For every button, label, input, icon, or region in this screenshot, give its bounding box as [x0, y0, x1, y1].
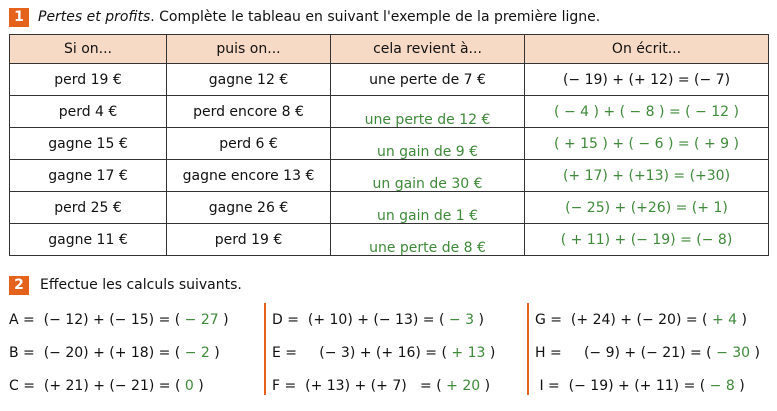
column-divider — [527, 303, 529, 395]
table-row — [10, 192, 769, 224]
calc-d — [272, 312, 484, 328]
calc-answer: + 4 — [707, 312, 742, 328]
exercise-1-number: 1 — [9, 8, 29, 27]
calc-c — [9, 378, 204, 394]
exercise-2-title: Effectue les calculs suivants. — [40, 277, 242, 293]
table-row — [10, 224, 769, 256]
cell-second-action: gagne 12 € — [167, 64, 331, 96]
cell-first-action: gagne 17 € — [10, 160, 167, 192]
table-row — [10, 128, 769, 160]
calc-expression: (− 9) + (− 21) = ( — [561, 345, 712, 361]
calc-expression: (− 3) + (+ 16) = ( — [297, 345, 447, 361]
cell-result — [331, 128, 525, 160]
calc-label: D = — [272, 312, 299, 328]
table-row — [10, 96, 769, 128]
cell-first-action: perd 4 € — [10, 96, 167, 128]
calc-close: ) — [484, 378, 491, 394]
cell-result: une perte de 7 € — [331, 64, 525, 96]
calc-label: G = — [535, 312, 563, 328]
cell-expression: (− 19) + (+ 12) = (− 7) — [525, 64, 769, 96]
cell-second-action: perd encore 8 € — [167, 96, 331, 128]
cell-result — [331, 224, 525, 256]
calc-close: ) — [223, 312, 229, 328]
answer-result: une perte de 8 € — [369, 239, 486, 256]
cell-second-action: perd 19 € — [167, 224, 331, 256]
answer-expression: (+ 17) + (+13) = (+30) — [525, 160, 769, 192]
answer-expression: ( + 11) + (− 19) = (− 8) — [525, 224, 769, 256]
calc-expression: (− 20) + (+ 18) = ( — [34, 345, 181, 361]
table-row — [10, 160, 769, 192]
calc-b — [9, 345, 220, 361]
answer-result: un gain de 30 € — [372, 175, 483, 192]
table-header-row — [10, 35, 769, 64]
calc-h — [535, 345, 760, 361]
calc-close: ) — [741, 312, 747, 328]
calc-answer: − 30 — [711, 345, 755, 361]
calc-label: H = — [535, 345, 562, 361]
cell-first-action: perd 25 € — [10, 192, 167, 224]
cell-result — [331, 160, 525, 192]
calc-expression: (+ 21) + (− 21) = ( — [34, 378, 181, 394]
calc-close: ) — [739, 378, 745, 394]
calc-f — [272, 378, 490, 394]
calc-answer: − 2 — [180, 345, 215, 361]
calc-answer: − 3 — [444, 312, 479, 328]
calc-e — [272, 345, 495, 361]
calc-close: ) — [489, 345, 496, 361]
header-si-on: Si on... — [10, 35, 167, 64]
calc-close: ) — [754, 345, 760, 361]
profit-loss-table — [9, 34, 769, 256]
answer-result: une perte de 12 € — [364, 111, 491, 128]
answer-expression: (− 25) + (+26) = (+ 1) — [525, 192, 769, 224]
exercise-1-title-italic: Pertes et profits — [38, 9, 151, 25]
exercise-1-title — [38, 9, 600, 25]
calc-answer: + 20 — [441, 378, 485, 394]
calc-answer: − 8 — [705, 378, 740, 394]
answer-result: un gain de 9 € — [376, 143, 479, 160]
calc-label: A = — [9, 312, 35, 328]
calc-expression: (− 12) + (− 15) = ( — [34, 312, 181, 328]
calc-label: I = — [535, 378, 560, 394]
calc-expression: (− 19) + (+ 11) = ( — [559, 378, 706, 394]
cell-second-action: gagne encore 13 € — [167, 160, 331, 192]
cell-first-action: gagne 11 € — [10, 224, 167, 256]
answer-expression: ( + 15 ) + ( − 6 ) = ( + 9 ) — [525, 128, 769, 160]
calc-g — [535, 312, 747, 328]
calc-close: ) — [478, 312, 484, 328]
calc-label: B = — [9, 345, 35, 361]
cell-second-action: perd 6 € — [167, 128, 331, 160]
calc-answer: − 27 — [180, 312, 224, 328]
calc-close: ) — [198, 378, 204, 394]
exercise-2-number: 2 — [9, 276, 29, 295]
cell-result — [331, 192, 525, 224]
answer-expression: ( − 4 ) + ( − 8 ) = ( − 12 ) — [525, 96, 769, 128]
calc-answer: + 13 — [446, 345, 490, 361]
cell-first-action: perd 19 € — [10, 64, 167, 96]
calc-label: C = — [9, 378, 35, 394]
cell-first-action: gagne 15 € — [10, 128, 167, 160]
header-cela-revient: cela revient à... — [331, 35, 525, 64]
calc-expression: (+ 24) + (− 20) = ( — [562, 312, 708, 328]
calc-expression: (+ 10) + (− 13) = ( — [298, 312, 445, 328]
cell-second-action: gagne 26 € — [167, 192, 331, 224]
calc-close: ) — [214, 345, 220, 361]
exercise-1-title-rest: . Complète le tableau en suivant l'exemple de la première ligne. — [150, 9, 601, 25]
calc-label: F = — [272, 378, 297, 394]
table-row — [10, 64, 769, 96]
cell-result — [331, 96, 525, 128]
calc-expression: (+ 13) + (+ 7) = ( — [296, 378, 442, 394]
calc-i — [535, 378, 745, 394]
calc-label: E = — [272, 345, 298, 361]
column-divider — [264, 303, 266, 395]
answer-result: un gain de 1 € — [376, 207, 479, 224]
header-puis-on: puis on... — [167, 35, 331, 64]
calc-answer: 0 — [180, 378, 199, 394]
calc-a — [9, 312, 229, 328]
header-on-ecrit: On écrit... — [525, 35, 769, 64]
